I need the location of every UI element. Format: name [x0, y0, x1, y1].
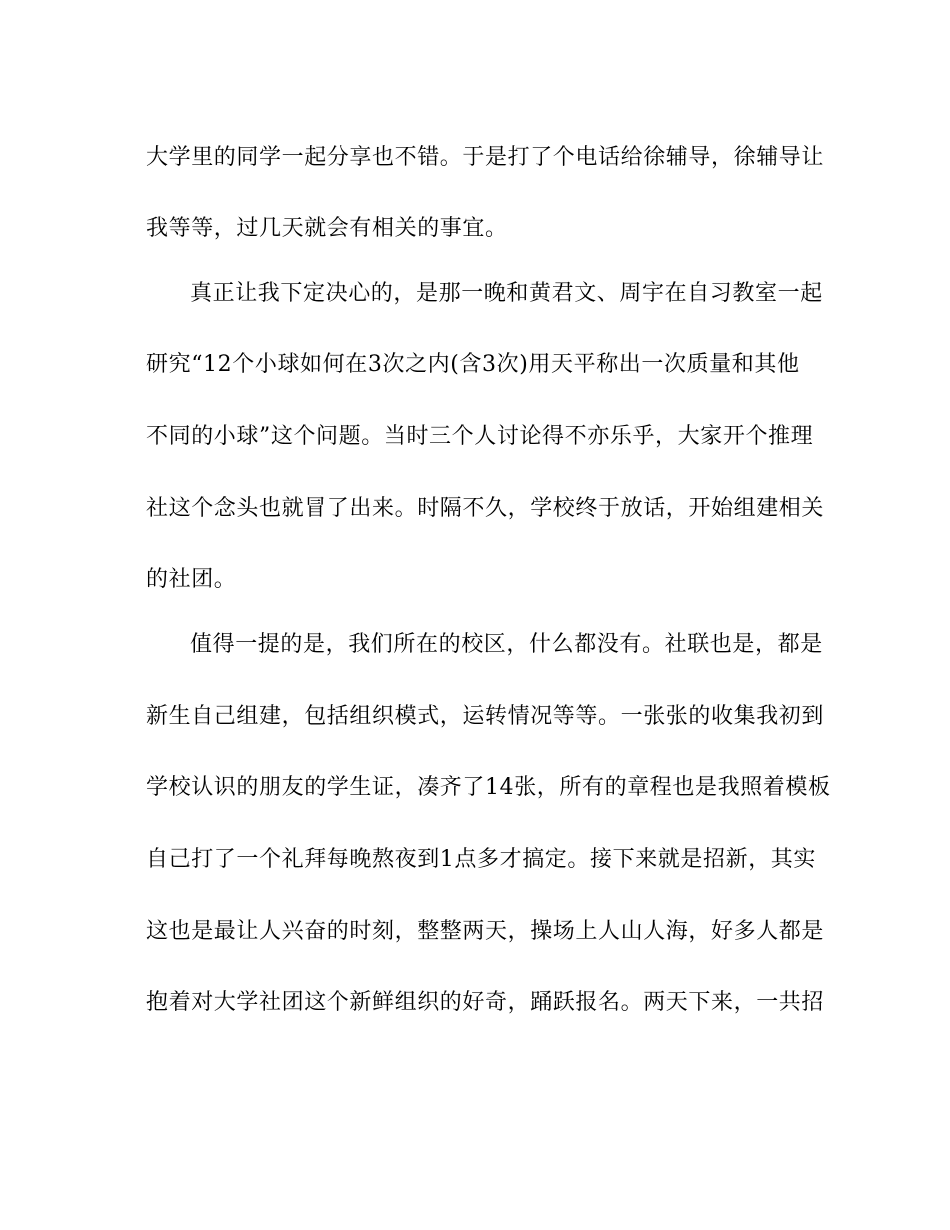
text-line: 学校认识的朋友的学生证，凑齐了14张，所有的章程也是我照着模板: [146, 775, 831, 800]
text-line: 自己打了一个礼拜每晚熬夜到1点多才搞定。接下来就是招新，其实: [146, 847, 816, 872]
text-line: 社这个念头也就冒了出来。时隔不久，学校终于放话，开始组建相关: [146, 496, 825, 521]
text-line: 大学里的同学一起分享也不错。于是打了个电话给徐辅导，徐辅导让: [146, 145, 825, 170]
text-line: 抱着对大学社团这个新鲜组织的好奇，踊跃报名。两天下来，一共招: [146, 990, 825, 1015]
text-line: 研究“12个小球如何在3次之内(含3次)用天平称出一次质量和其他: [146, 352, 800, 377]
paragraph-start-line: 值得一提的是，我们所在的校区，什么都没有。社联也是，都是: [190, 632, 823, 657]
text-line: 新生自己组建，包括组织模式，运转情况等等。一张张的收集我初到: [146, 704, 825, 729]
text-line: 我等等，过几天就会有相关的事宜。: [146, 216, 508, 241]
text-line: 不同的小球”这个问题。当时三个人讨论得不亦乐乎，大家开个推理: [146, 424, 814, 449]
paragraph-start-line: 真正让我下定决心的，是那一晚和黄君文、周宇在自习教室一起: [190, 281, 823, 306]
text-line: 这也是最让人兴奋的时刻，整整两天，操场上人山人海，好多人都是: [146, 919, 825, 944]
text-line: 的社团。: [146, 567, 237, 592]
